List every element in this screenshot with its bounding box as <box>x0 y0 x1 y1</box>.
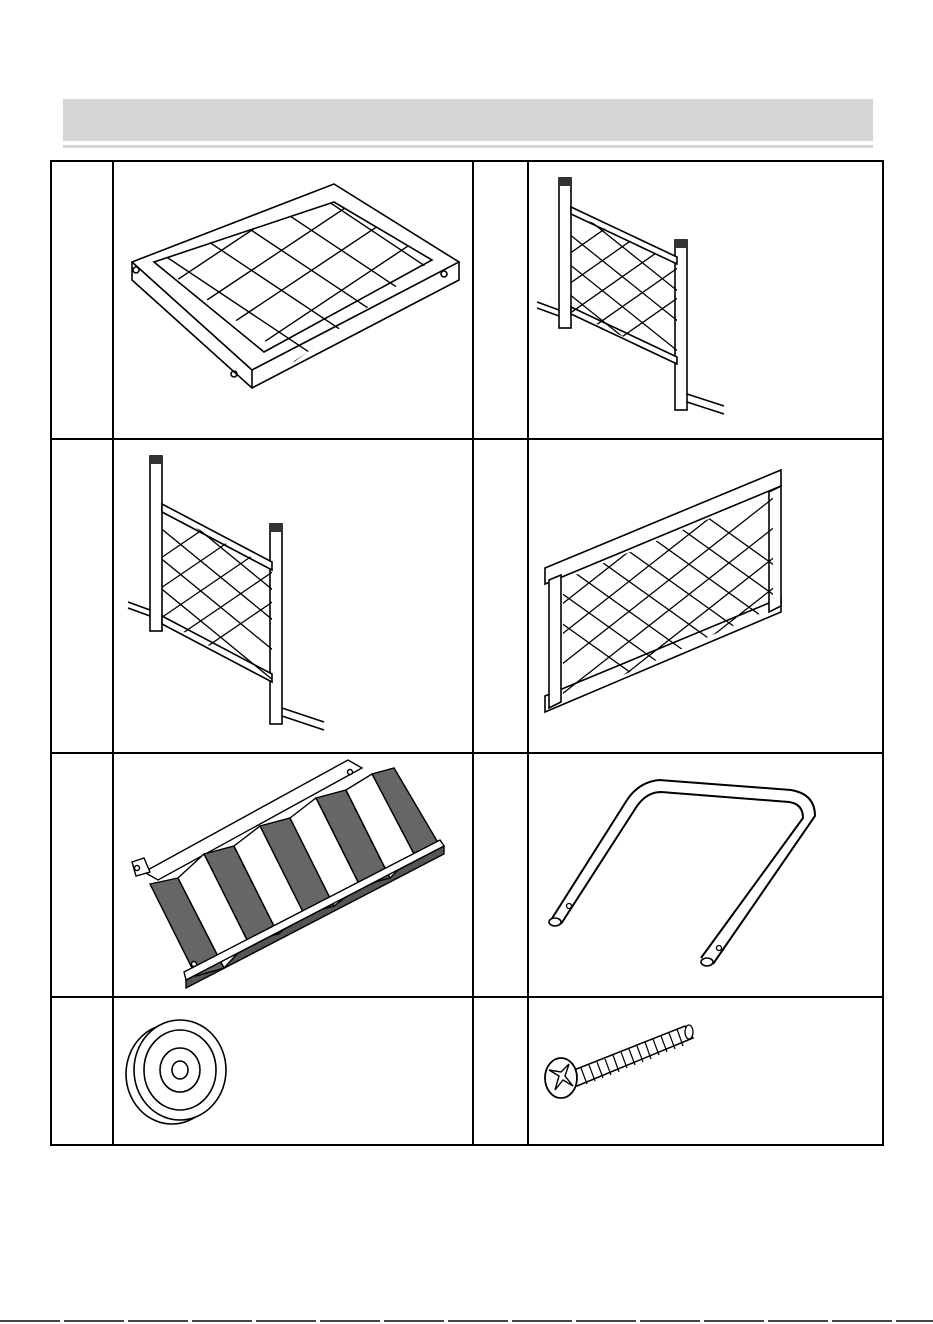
mesh-end-panel-icon <box>529 440 882 752</box>
parts-row <box>51 439 883 753</box>
part-number-cell <box>473 997 528 1145</box>
mesh-basket-frame-icon <box>114 162 472 438</box>
part-image-cell <box>528 161 883 439</box>
part-number-cell <box>473 161 528 439</box>
parts-row <box>51 753 883 997</box>
part-image-cell <box>113 161 473 439</box>
part-number-cell <box>51 753 113 997</box>
parts-list-table <box>50 160 884 1146</box>
mesh-side-panel-icon <box>529 162 882 438</box>
part-number-cell <box>473 753 528 997</box>
part-image-cell <box>528 997 883 1145</box>
section-header-bar <box>63 99 873 141</box>
u-handle-icon <box>529 754 882 996</box>
part-number-cell <box>473 439 528 753</box>
parts-row <box>51 161 883 439</box>
part-number-cell <box>51 439 113 753</box>
part-number-cell <box>51 997 113 1145</box>
part-image-cell <box>528 439 883 753</box>
part-image-cell <box>113 997 473 1145</box>
bolt-icon <box>529 998 882 1144</box>
part-image-cell <box>113 439 473 753</box>
header-divider <box>63 145 873 148</box>
part-image-cell <box>528 753 883 997</box>
wheel-icon <box>114 998 472 1144</box>
part-image-cell <box>113 753 473 997</box>
mesh-side-panel-with-legs-icon <box>114 440 472 752</box>
page-bottom-rule <box>0 1320 933 1322</box>
slatted-shelf-icon <box>114 754 472 996</box>
part-number-cell <box>51 161 113 439</box>
parts-row <box>51 997 883 1145</box>
